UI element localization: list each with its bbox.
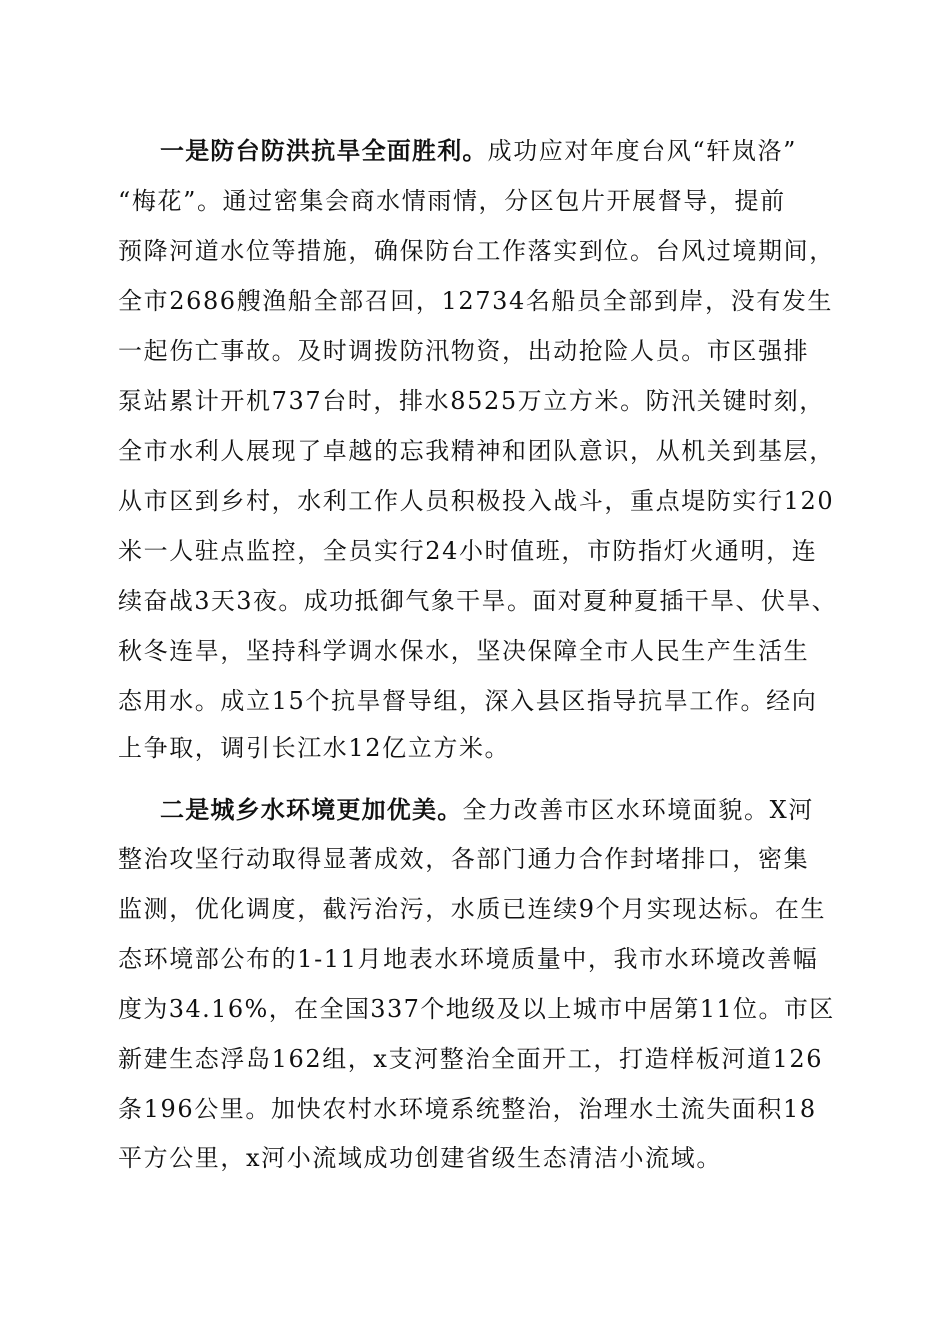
paragraph-1-line-4: 全市2686艘渔船全部召回，12734名船员全部到岸，没有发生 [118, 287, 834, 315]
paragraph-2-line-5: 度为34.16%，在全国337个地级及以上城市中居第11位。市区 [118, 995, 835, 1023]
paragraph-1-line-12: 态用水。成立15个抗旱督导组，深入县区指导抗旱工作。经向 [118, 687, 818, 715]
paragraph-2-text: 全力改善市区水环境面貌。X河 [462, 796, 814, 824]
paragraph-2-line-7: 条196公里。加快农村水环境系统整治，治理水土流失面积18 [118, 1095, 817, 1123]
paragraph-1-line-7: 全市水利人展现了卓越的忘我精神和团队意识，从机关到基层， [118, 437, 835, 465]
paragraph-2-lead: 二是城乡水环境更加优美。 [160, 796, 463, 824]
paragraph-2-line-3: 监测，优化调度，截污治污，水质已连续9个月实现达标。在生 [118, 895, 827, 923]
paragraph-1-line-13: 上争取，调引长江水12亿立方米。 [118, 734, 511, 762]
paragraph-1-line-5: 一起伤亡事故。及时调拨防汛物资，出动抢险人员。市区强排 [118, 337, 810, 365]
paragraph-1-line-2: “梅花”。通过密集会商水情雨情，分区包片开展督导，提前 [118, 187, 786, 215]
paragraph-1-lead: 一是防台防洪抗旱全面胜利。 [160, 137, 488, 165]
paragraph-2-line-2: 整治攻坚行动取得显著成效，各部门通力合作封堵排口，密集 [118, 845, 810, 873]
paragraph-1-line-8: 从市区到乡村，水利工作人员积极投入战斗，重点堤防实行120 [118, 487, 835, 515]
paragraph-1-line-6: 泵站累计开机737台时，排水8525万立方米。防汛关键时刻， [118, 387, 825, 415]
paragraph-1-line-9: 米一人驻点监控，全员实行24小时值班，市防指灯火通明，连 [118, 537, 818, 565]
paragraph-2-line-6: 新建生态浮岛162组，x支河整治全面开工，打造样板河道126 [118, 1045, 824, 1073]
paragraph-1-line-3: 预降河道水位等措施，确保防台工作落实到位。台风过境期间， [118, 237, 835, 265]
paragraph-2-line-1 [160, 790, 838, 830]
paragraph-2-line-8: 平方公里，x河小流域成功创建省级生态清洁小流域。 [118, 1144, 722, 1172]
paragraph-2-line-4: 态环境部公布的1-11月地表水环境质量中，我市水环境改善幅 [118, 945, 819, 973]
paragraph-1-line-1 [160, 131, 838, 171]
paragraph-1-line-11: 秋冬连旱，坚持科学调水保水，坚决保障全市人民生产生活生 [118, 637, 810, 665]
paragraph-1-line-10: 续奋战3天3夜。成功抵御气象干旱。面对夏种夏插干旱、伏旱、 [118, 587, 838, 615]
paragraph-1-text: 成功应对年度台风“轩岚洛” [487, 137, 797, 165]
